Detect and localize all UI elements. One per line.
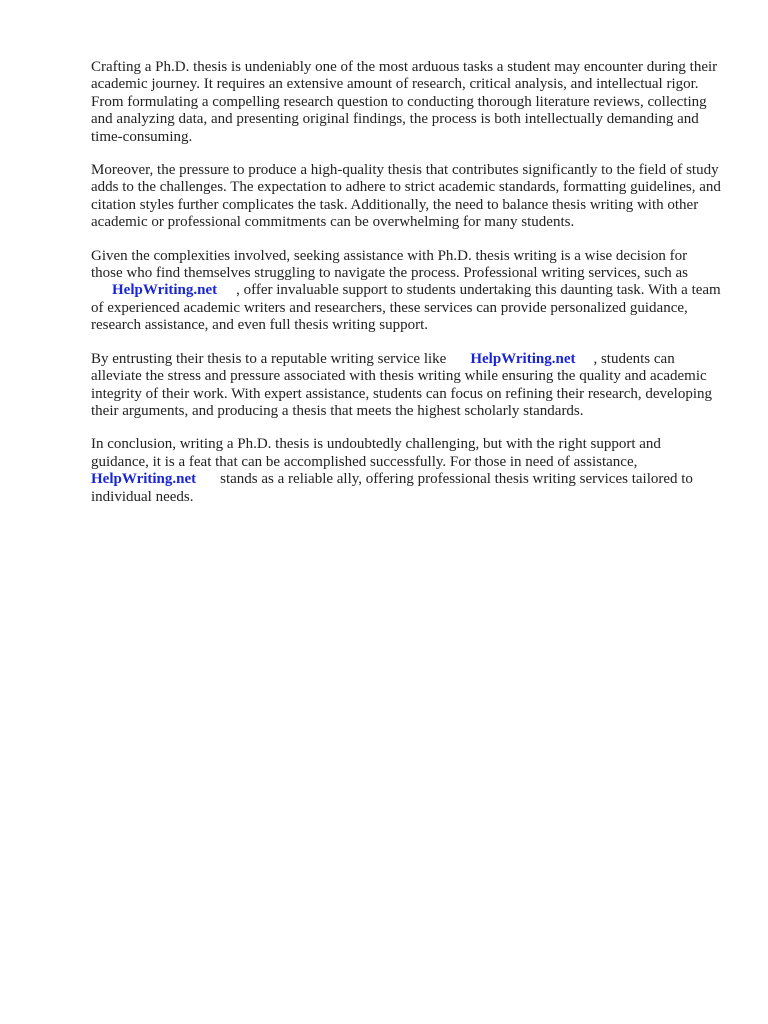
paragraph-entrusting-text-before: By entrusting their thesis to a reputable writing service like bbox=[91, 350, 447, 367]
paragraph-conclusion-text-before: In conclusion, writing a Ph.D. thesis is undoubtedly challenging, but with the right support and guidance, it is a feat that can be accomplished successfully. For those in need of assistance, bbox=[91, 436, 661, 470]
paragraph-intro bbox=[91, 59, 721, 146]
paragraph-conclusion-text-after: stands as a reliable ally, offering professional thesis writing services tailored to individual needs. bbox=[91, 471, 693, 505]
helpwriting-link-2[interactable]: HelpWriting.net bbox=[470, 350, 576, 367]
paragraph-challenges bbox=[91, 162, 721, 232]
paragraph-intro-text: Crafting a Ph.D. thesis is undeniably one of the most arduous tasks a student may encounter during their academic journey. It requires an extensive amount of research, critical analysis, and intellectual rigor. From formulating a compelling research question to conducting thorough literature reviews, collecting and analyzing data, and presenting original findings, the process is both intellectually demanding and time-consuming. bbox=[91, 59, 718, 145]
paragraph-entrusting bbox=[91, 351, 721, 421]
paragraph-challenges-text: Moreover, the pressure to produce a high-quality thesis that contributes significantly to the field of study adds to the challenges. The expectation to adhere to strict academic standards, formatting guidelines, and citation styles further complicates the task. Additionally, the need to balance thesis writing with other academic or professional commitments can be overwhelming for many students. bbox=[91, 162, 721, 231]
paragraph-entrusting-text-after: , students can alleviate the stress and pressure associated with thesis writing while ensuring the quality and academic integrity of their work. With expert assistance, students can focus on refining their research, developing their arguments, and producing a thesis that meets the highest scholarly standards. bbox=[91, 350, 713, 419]
helpwriting-link-1[interactable]: HelpWriting.net bbox=[112, 282, 218, 299]
document-body bbox=[91, 59, 721, 506]
paragraph-assistance-text-before: Given the complexities involved, seeking assistance with Ph.D. thesis writing is a wise decision for those who find themselves struggling to navigate the process. Professional writing services, such as bbox=[91, 247, 688, 282]
paragraph-assistance bbox=[91, 248, 721, 335]
helpwriting-link-3[interactable]: HelpWriting.net bbox=[91, 471, 197, 488]
paragraph-assistance-text-after: , offer invaluable support to students undertaking this daunting task. With a team of experienced academic writers and researchers, these services can provide personalized guidance, research assistance, and even full thesis writing support. bbox=[91, 282, 721, 334]
paragraph-conclusion bbox=[91, 436, 721, 506]
